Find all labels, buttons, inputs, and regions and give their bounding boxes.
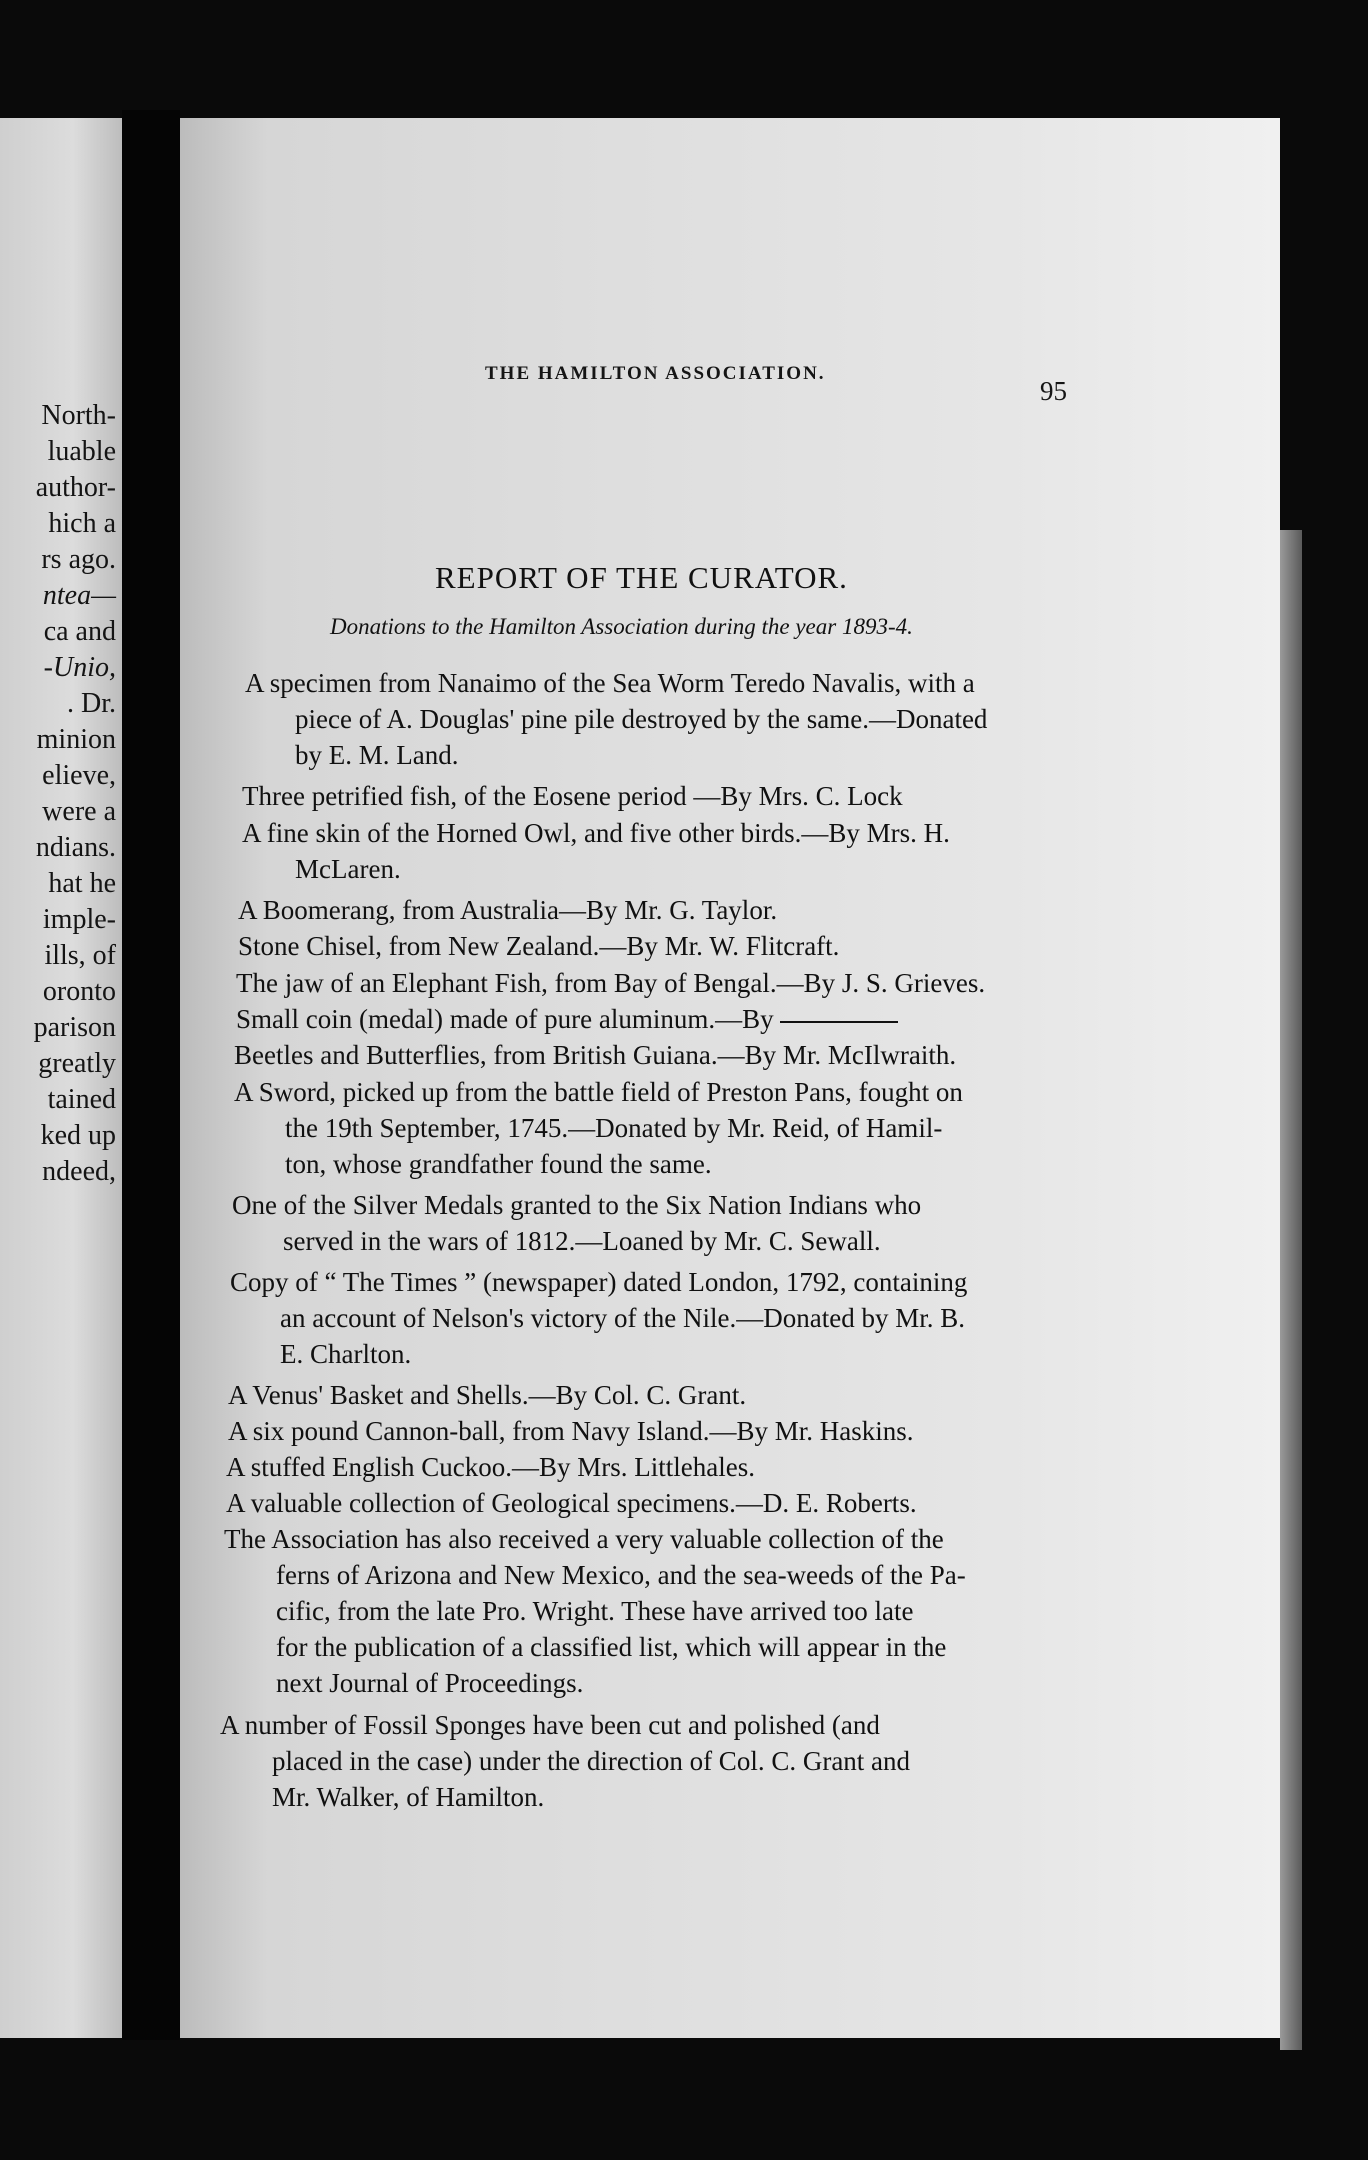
entry-line: ferns of Arizona and New Mexico, and the sea-weeds of the Pa- <box>276 1560 966 1590</box>
left-page-fragment <box>0 118 122 2038</box>
entry-line: cific, from the late Pro. Wright. These have arrived too late <box>276 1596 914 1626</box>
left-fragment-line: elieve, <box>42 760 116 791</box>
blank-line <box>780 1021 898 1023</box>
left-fragment-line: hich a <box>48 508 116 539</box>
left-fragment-line: greatly <box>38 1048 116 1079</box>
entry-line: for the publication of a classified list, which will appear in the <box>276 1632 947 1662</box>
entry-line: A Boomerang, from Australia—By Mr. G. Taylor. <box>238 895 778 925</box>
left-fragment-line: imple- <box>42 904 116 935</box>
entry-line: placed in the case) under the direction of Col. C. Grant and <box>272 1746 911 1776</box>
running-head: THE HAMILTON ASSOCIATION. <box>485 363 826 384</box>
left-fragment-line: luable <box>47 436 116 467</box>
left-fragment-line: minion <box>36 724 116 755</box>
left-fragment-line: were a <box>42 796 116 827</box>
left-fragment-line: ndeed, <box>42 1156 116 1187</box>
entry-line: by E. M. Land. <box>295 740 459 770</box>
left-fragment-line: oronto <box>42 976 116 1007</box>
entry-line: A number of Fossil Sponges have been cut and polished (and <box>220 1710 880 1740</box>
book-gutter <box>122 110 180 2040</box>
entry-line: A fine skin of the Horned Owl, and five other birds.—By Mrs. H. <box>242 818 950 848</box>
entry-line <box>236 1004 898 1035</box>
entry-line: The jaw of an Elephant Fish, from Bay of Bengal.—By J. S. Grieves. <box>236 968 986 998</box>
report-subtitle: Donations to the Hamilton Association during the year 1893-4. <box>330 614 913 639</box>
left-fragment-line: . Dr. <box>67 688 116 719</box>
left-fragment-line: parison <box>33 1012 116 1043</box>
left-fragment-line: -Unio, <box>43 652 116 683</box>
entry-line: Mr. Walker, of Hamilton. <box>272 1782 545 1812</box>
left-fragment-line: hat he <box>48 868 116 899</box>
entry-line: Stone Chisel, from New Zealand.—By Mr. W. Flitcraft. <box>238 931 840 961</box>
entry-line: an account of Nelson's victory of the Nile.—Donated by Mr. B. <box>280 1303 965 1333</box>
entry-line: piece of A. Douglas' pine pile destroyed by the same.—Donated <box>295 704 988 734</box>
left-fragment-line: author- <box>35 472 116 503</box>
entry-line: Beetles and Butterflies, from British Guiana.—By Mr. McIlwraith. <box>234 1040 957 1070</box>
entry-line: McLaren. <box>295 854 401 884</box>
left-fragment-line: ntea— <box>42 580 116 611</box>
entry-line: A Sword, picked up from the battle field of Preston Pans, fought on <box>234 1077 963 1107</box>
report-title: REPORT OF THE CURATOR. <box>435 560 848 595</box>
entry-line: A stuffed English Cuckoo.—By Mrs. Littlehales. <box>226 1452 755 1482</box>
entry-line: A Venus' Basket and Shells.—By Col. C. Grant. <box>228 1380 747 1410</box>
left-fragment-line: ca and <box>43 616 116 647</box>
left-fragment-line: rs ago. <box>41 544 116 575</box>
entry-line: E. Charlton. <box>280 1339 412 1369</box>
entry-line: A specimen from Nanaimo of the Sea Worm Teredo Navalis, with a <box>245 668 975 698</box>
entry-line: Three petrified fish, of the Eosene period —By Mrs. C. Lock <box>242 781 903 811</box>
entry-line: the 19th September, 1745.—Donated by Mr. Reid, of Hamil- <box>285 1113 943 1143</box>
page-edge-shadow <box>1280 530 1302 2050</box>
entry-line: ton, whose grandfather found the same. <box>285 1149 712 1179</box>
entry-line: One of the Silver Medals granted to the Six Nation Indians who <box>232 1190 922 1220</box>
entry-line: The Association has also received a very valuable collection of the <box>224 1524 944 1554</box>
entry-line: served in the wars of 1812.—Loaned by Mr. C. Sewall. <box>283 1226 881 1256</box>
entry-text: Small coin (medal) made of pure aluminum.—By <box>236 1004 774 1034</box>
left-fragment-line: ills, of <box>44 940 116 971</box>
right-page <box>180 118 1280 2038</box>
left-fragment-line: ndians. <box>35 832 116 863</box>
entry-line: Copy of “ The Times ” (newspaper) dated London, 1792, containing <box>230 1267 968 1297</box>
entry-line: A six pound Cannon-ball, from Navy Island.—By Mr. Haskins. <box>228 1416 914 1446</box>
page-number: 95 <box>1040 376 1067 406</box>
left-fragment-line: tained <box>47 1084 116 1115</box>
left-fragment-line: ked up <box>40 1120 116 1151</box>
entry-line: A valuable collection of Geological specimens.—D. E. Roberts. <box>226 1488 917 1518</box>
left-fragment-line: North- <box>41 400 116 431</box>
entry-line: next Journal of Proceedings. <box>276 1668 584 1698</box>
